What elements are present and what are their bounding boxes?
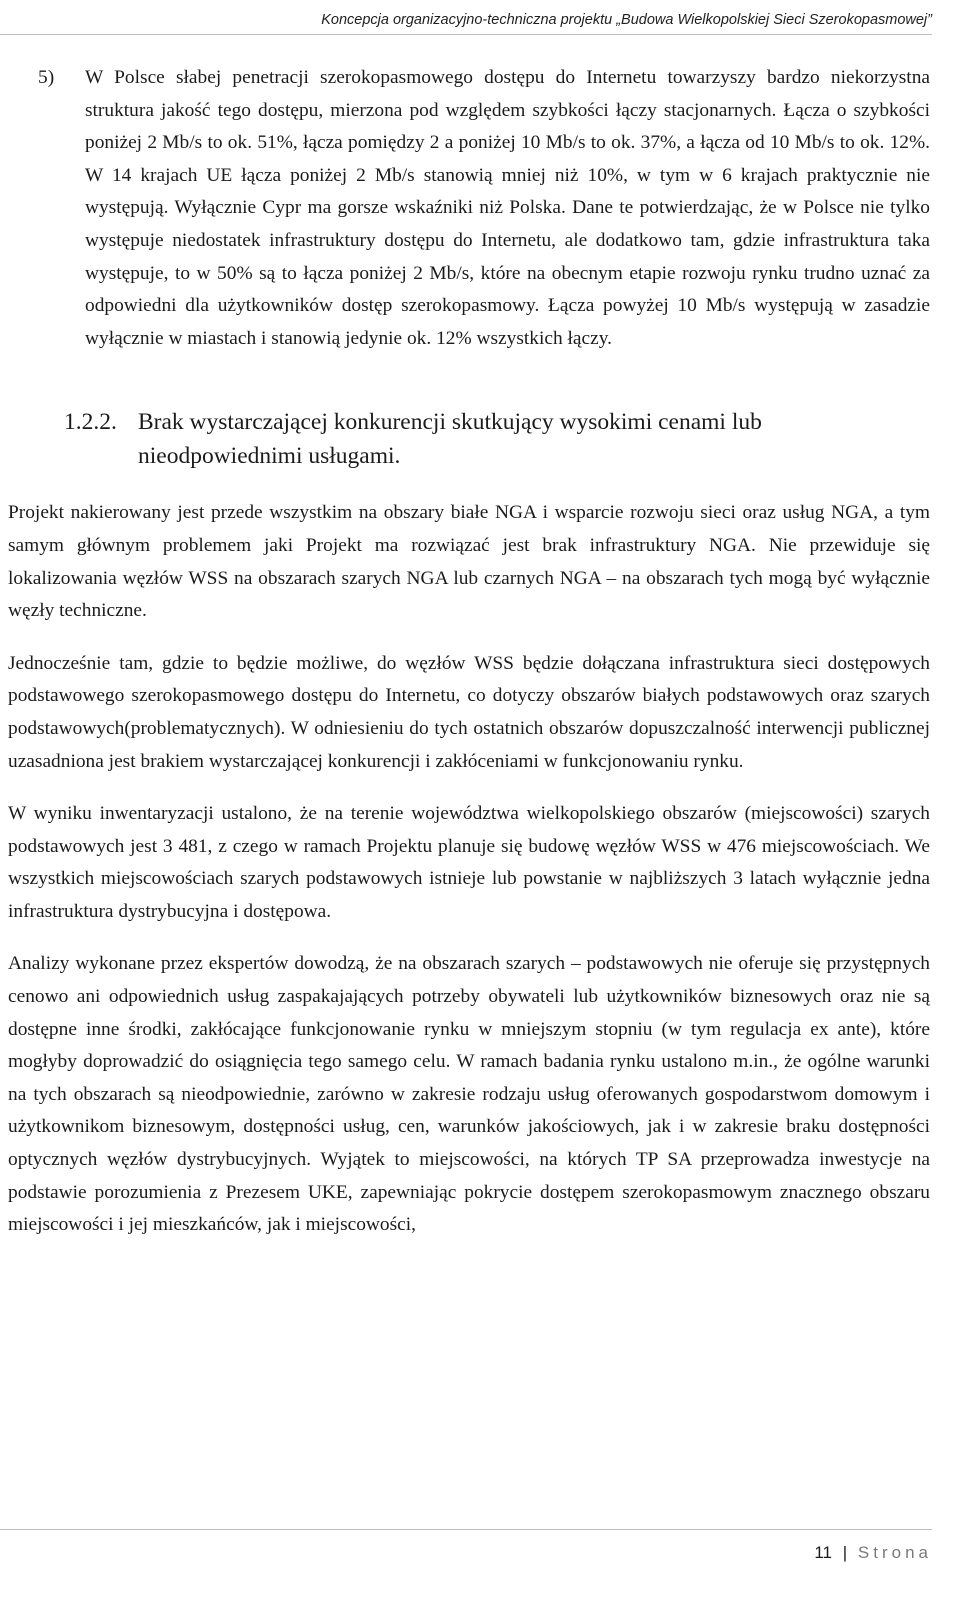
page-number: 11 <box>814 1543 833 1562</box>
paragraph: Projekt nakierowany jest przede wszystkim na obszary białe NGA i wsparcie rozwoju sieci oraz usług NGA, a tym samym głównym problemem jaki Projekt ma rozwiązać jest brak infrastruktury NGA. Nie przewiduje się lokalizowania węzłów WSS na obszarach szarych NGA lub czarnych NGA – na obszarach tych mogą być wyłącznie węzły techniczne. <box>8 502 930 622</box>
paragraph: Jednocześnie tam, gdzie to będzie możliwe, do węzłów WSS będzie dołączana infrastruktura sieci dostępowych podstawowego szerokopasmowego dostępu do Internetu, co dotyczy obszarów białych podstawowych oraz szarych podstawowych(problematycznych). W odniesieniu do tych ostatnich obszarów dopuszczalność interwencji publicznej uzasadniona jest brakiem wystarczającej konkurencji i zakłóceniami w funkcjonowaniu rynku. <box>8 652 930 772</box>
list-item-text: W Polsce słabej penetracji szerokopasmowego dostępu do Internetu towarzyszy bardzo niekorzystna struktura jakość tego dostępu, mierzona pod względem szybkości łączy stacjonarnych. Łącza o szybkości poniżej 2 Mb/s to ok. 51%, łącza pomiędzy 2 a poniżej 10 Mb/s to ok. 37%, a łącza od 10 Mb/s to ok. 12%. W 14 krajach UE łącza poniżej 2 Mb/s stanowią mniej niż 10%, w tym w 6 krajach praktycznie nie występują. Wyłącznie Cypr ma gorsze wskaźniki niż Polska. Dane te potwierdzając, że w Polsce nie tylko występuje niedostatek infrastruktury dostępu do Internetu, ale dodatkowo tam, gdzie infrastruktura taka występuje, to w 50% są to łącza poniżej 2 Mb/s, które na obecnym etapie rozwoju rynku trudno uznać za odpowiedni dla użytkowników dostęp szerokopasmowy. Łącza powyżej 10 Mb/s występują w zasadzie wyłącznie w miastach i stanowią jedynie ok. 12% wszystkich łączy. <box>85 67 930 349</box>
section-number: 1.2.2. <box>64 409 117 436</box>
page-label: Strona <box>857 1543 932 1562</box>
paragraph: Analizy wykonane przez ekspertów dowodzą, że na obszarach szarych – podstawowych nie oferuje się przystępnych cenowo ani odpowiednich usług zaspakajających potrzeby obywateli lub użytkowników biznesowych oraz nie są dostępne inne środki, zakłócające funkcjonowanie rynku w mniejszym stopniu (w tym regulacja ex ante), które mogłyby doprowadzić do osiągnięcia tego samego celu. W ramach badania rynku ustalono m.in., że ogólne warunki na tych obszarach są nieodpowiednie, zarówno w zakresie rodzaju usług oferowanych gospodarstwom domowym i użytkownikom biznesowym, dostępności usług, cen, warunków jakościowych, jak i w zakresie braku dostępności optycznych węzłów dystrybucyjnych. Wyjątek to miejscowości, na których TP SA przeprowadza inwestycje na podstawie porozumienia z Prezesem UKE, zapewniając pokrycie dostępem szerokopasmowym znacznego obszaru miejscowości i jej mieszkańców, jak i miejscowości, <box>8 953 930 1236</box>
list-item-number: 5) <box>38 67 55 88</box>
footer-divider <box>0 1529 932 1530</box>
document-body <box>8 62 930 1262</box>
section-heading <box>64 405 930 473</box>
page-footer <box>814 1543 932 1563</box>
footer-separator: | <box>842 1543 848 1562</box>
page-header <box>0 12 932 35</box>
list-item <box>38 62 930 355</box>
paragraph: W wyniku inwentaryzacji ustalono, że na terenie województwa wielkopolskiego obszarów (miejscowości) szarych podstawowych jest 3 481, z czego w ramach Projektu planuje się budowę węzłów WSS w 476 miejscowościach. We wszystkich miejscowościach szarych podstawowych istnieje lub powstanie w najbliższych 3 latach wyłącznie jedna infrastruktura dystrybucyjna i dostępowa. <box>8 803 930 922</box>
document-title: Koncepcja organizacyjno-techniczna projektu „Budowa Wielkopolskiej Sieci Szerokopasmowej” <box>321 12 932 28</box>
section-title: Brak wystarczającej konkurencji skutkujący wysokimi cenami lub nieodpowiednimi usługami. <box>138 409 762 470</box>
